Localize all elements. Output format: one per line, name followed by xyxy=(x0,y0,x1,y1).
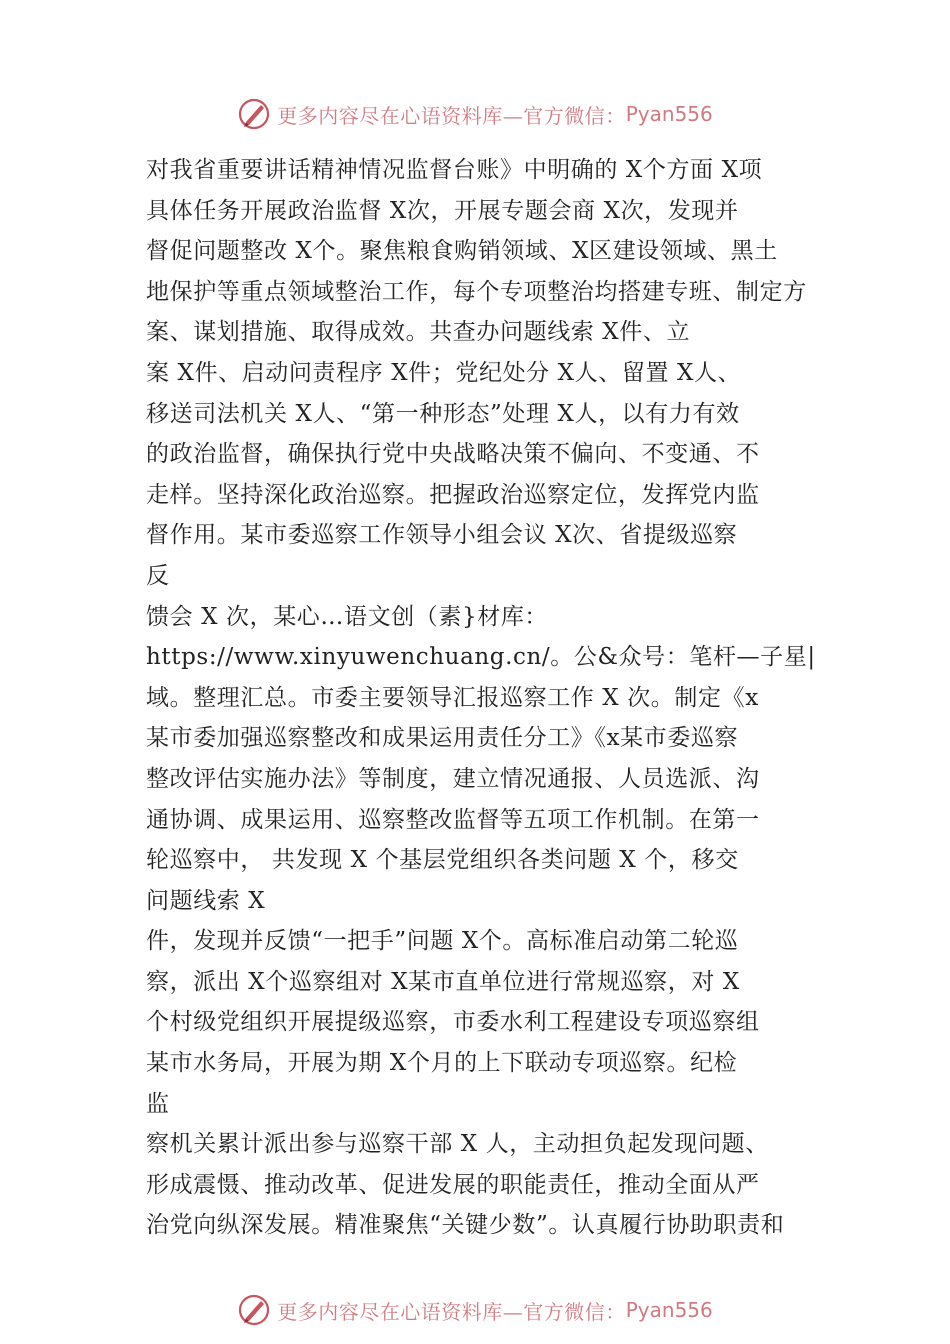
body-line: 移送司法机关 X人、“第一种形态”处理 X人，以有力有效 xyxy=(146,400,740,427)
body-line: 某市委加强巡察整改和成果运用责任分工》《x某市委巡察 xyxy=(146,725,739,752)
body-line: 具体任务开展政治监督 X次，开展专题会商 X次，发现并 xyxy=(146,197,739,224)
body-line: 案、谋划措施、取得成效。共查办问题线索 X件、立 xyxy=(146,319,691,346)
body-line: 通协调、成果运用、巡察整改监督等五项工作机制。在第一 xyxy=(146,806,760,833)
body-line: 督作用。某市委巡察工作领导小组会议 X次、省提级巡察 xyxy=(146,522,738,549)
body-line: 整改评估实施办法》等制度，建立情况通报、人员选派、沟 xyxy=(146,765,760,792)
body-line: 监 xyxy=(146,1090,170,1117)
body-line: 对我省重要讲话精神情况监督台账》中明确的 X个方面 X项 xyxy=(146,157,763,183)
body-line: 治党向纵深发展。精准聚焦“关键少数”。认真履行协助职责和 xyxy=(146,1212,785,1239)
footer-banner xyxy=(0,1288,950,1332)
header-banner-text: 更多内容尽在心语资料库—官方微信： xyxy=(277,103,626,128)
footer-wechat-id: Pyan556 xyxy=(625,1298,713,1322)
body-line: 域。整理汇总。市委主要领导汇报巡察工作 X 次。制定《x xyxy=(146,684,759,711)
body-line: 察，派出 X个巡察组对 X某市直单位进行常规巡察，对 X xyxy=(146,968,740,995)
body-line: 反 xyxy=(146,562,170,589)
body-line: 走样。坚持深化政治巡察。把握政治巡察定位，发挥党内监 xyxy=(146,481,760,508)
body-line: 件，发现并反馈“一把手”问题 X个。高标准启动第二轮巡 xyxy=(146,928,739,955)
header-banner xyxy=(0,92,950,136)
document-body xyxy=(146,150,836,1246)
body-line: 某市水务局，开展为期 X个月的上下联动专项巡察。纪检 xyxy=(146,1050,738,1077)
body-line: 轮巡察中， 共发现 X 个基层党组织各类问题 X 个，移交 xyxy=(146,847,739,874)
body-line: 察机关累计派出参与巡察干部 X 人，主动担负起发现问题、 xyxy=(146,1131,769,1158)
body-line: 的政治监督，确保执行党中央战略决策不偏向、不变通、不 xyxy=(146,441,760,468)
body-line: 形成震慑、推动改革、促进发展的职能责任，推动全面从严 xyxy=(146,1171,760,1198)
pen-logo-icon xyxy=(237,1293,271,1327)
header-wechat-id: Pyan556 xyxy=(625,102,713,126)
body-line: 地保护等重点领域整治工作，每个专项整治均搭建专班、制定方 xyxy=(146,278,807,305)
body-line: 问题线索 X xyxy=(146,887,266,914)
body-line: 督促问题整改 X个。聚焦粮食购销领域、X区建设领域、黑土 xyxy=(146,238,778,265)
body-line: 馈会 X 次，某心…语文创（素}材库： xyxy=(146,603,549,630)
body-line: 个村级党组织开展提级巡察，市委水利工程建设专项巡察组 xyxy=(146,1009,760,1036)
body-line: https://www.xinyuwenchuang.cn/。公&众号：笔杆—子星| xyxy=(146,644,816,671)
body-line: 案 X件、启动问责程序 X件；党纪处分 X人、留置 X人、 xyxy=(146,359,742,386)
footer-banner-text: 更多内容尽在心语资料库—官方微信： xyxy=(277,1299,626,1324)
pen-logo-icon xyxy=(237,97,271,131)
